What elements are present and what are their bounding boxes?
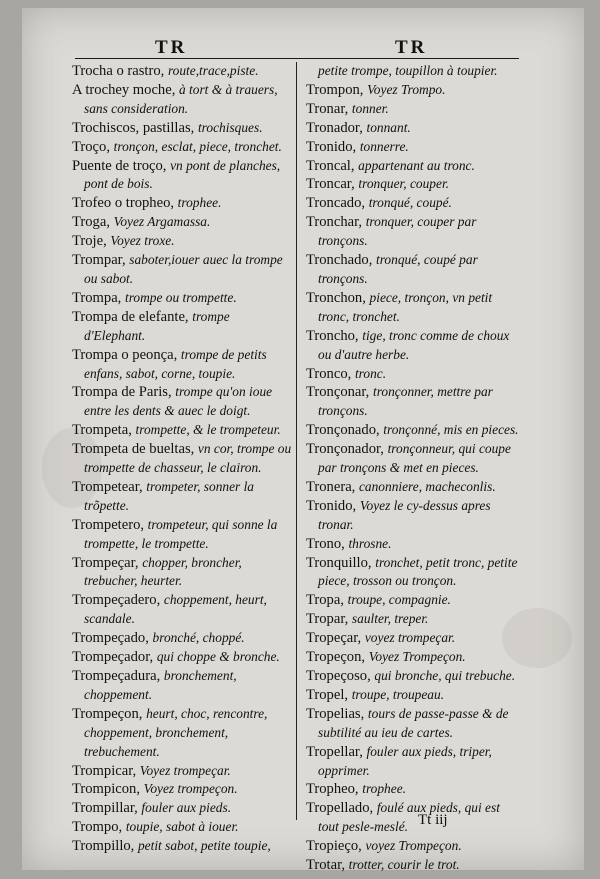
definition: Voyez Trompo. xyxy=(367,81,446,97)
dictionary-entry xyxy=(72,629,294,648)
headword: Trotar, xyxy=(306,857,349,874)
dictionary-entry xyxy=(72,780,294,799)
definition: troupe, troupeau. xyxy=(351,686,445,702)
dictionary-entry xyxy=(306,157,522,176)
definition: bronchement, choppement. xyxy=(84,668,237,702)
dictionary-entry xyxy=(72,837,294,856)
dictionary-entry xyxy=(306,62,522,81)
dictionary-entry xyxy=(306,780,522,799)
dictionary-entry xyxy=(306,365,522,384)
dictionary-entry xyxy=(72,232,294,251)
dictionary-entry xyxy=(72,157,294,195)
headword: Tropellado, xyxy=(306,800,377,817)
definition: vn cor, trompe ou trompette de chasseur, le clairon. xyxy=(84,441,292,476)
definition: appartenant au tronc. xyxy=(358,157,475,173)
dictionary-entry xyxy=(306,686,522,705)
dictionary-entry xyxy=(306,421,522,440)
dictionary-entry xyxy=(306,213,522,251)
definition: trophee. xyxy=(362,781,406,797)
headword: Trompa, xyxy=(72,289,125,306)
definition: tonner. xyxy=(351,100,389,116)
definition: toupie, sabot à iouer. xyxy=(125,819,239,835)
definition: Voyez trompeçon. xyxy=(143,781,238,797)
headword: Tronchar, xyxy=(306,214,366,231)
headword: Troço, xyxy=(72,138,114,155)
headword: Trono, xyxy=(306,535,349,552)
headword: Troncado, xyxy=(306,195,369,212)
headword: Trompetero, xyxy=(72,516,148,533)
headword: Tropeçoso, xyxy=(306,668,375,684)
headword: Tronera, xyxy=(306,478,359,495)
dictionary-entry xyxy=(72,308,294,346)
headword: Tronçonado, xyxy=(306,422,384,439)
headword: Puente de troço, xyxy=(72,157,171,174)
dictionary-entry xyxy=(72,119,294,138)
definition: piece, tronçon, vn petit tronc, tronchet. xyxy=(318,289,493,324)
headword: Trompetear, xyxy=(72,478,147,495)
dictionary-entry xyxy=(306,837,522,856)
headword: Tropellar, xyxy=(306,743,367,760)
dictionary-entry xyxy=(306,327,522,365)
dictionary-entry xyxy=(306,667,522,686)
headword: Trocha o rastro, xyxy=(72,63,168,79)
headword: Tronchado, xyxy=(306,252,376,269)
definition: trompeteur, qui sonne la trompette, le trompette. xyxy=(84,516,278,551)
dictionary-entry xyxy=(306,743,522,781)
definition: tronçonneur, qui coupe par tronçons & met en pieces. xyxy=(318,441,511,476)
dictionary-entry xyxy=(306,119,522,138)
dictionary-entry xyxy=(306,100,522,119)
headword: Trompa o peonça, xyxy=(72,346,181,363)
definition: tronquer, couper par tronçons. xyxy=(318,214,477,249)
definition: foulé aux pieds, qui est tout pesle-meslé. xyxy=(318,800,500,835)
definition: fouler aux pieds, triper, opprimer. xyxy=(318,743,492,778)
definition: trompe ou trompette. xyxy=(124,289,237,305)
dictionary-entry xyxy=(306,610,522,629)
dictionary-entry xyxy=(72,591,294,629)
dictionary-entry xyxy=(72,251,294,289)
definition: petite trompe, toupillon à toupier. xyxy=(318,63,498,78)
definition: voyez trompeçar. xyxy=(364,630,456,646)
dictionary-entry xyxy=(72,346,294,384)
definition: tronquer, couper. xyxy=(358,176,450,192)
dictionary-entry xyxy=(72,289,294,308)
header-rule xyxy=(75,58,519,59)
definition: chopper, broncher, trebucher, heurter. xyxy=(84,554,242,589)
definition: heurt, choc, rencontre, choppement, bronchement, trebuchement. xyxy=(84,705,268,759)
dictionary-entry xyxy=(72,799,294,818)
definition: tronçonné, mis en pieces. xyxy=(383,422,519,438)
dictionary-entry xyxy=(306,591,522,610)
definition: à tort & à trauers, sans consideration. xyxy=(84,81,278,116)
headword: Trompon, xyxy=(306,81,368,98)
definition: voyez Trompeçon. xyxy=(365,838,462,854)
headword: Trochiscos, pastillas, xyxy=(72,119,198,136)
headword: Tropelias, xyxy=(306,705,368,722)
dictionary-entry xyxy=(72,648,294,667)
definition: petit sabot, petite toupie, xyxy=(137,838,271,854)
headword: Trompeçadero, xyxy=(72,592,164,609)
definition: tronqué, coupé par tronçons. xyxy=(318,252,478,286)
definition: trompe qu'on ioue entre les dents & auec le doigt. xyxy=(84,384,273,419)
definition: tronqué, coupé. xyxy=(368,195,452,211)
headword: Trompeta de bueltas, xyxy=(72,441,198,458)
definition: saulter, treper. xyxy=(351,611,429,627)
dictionary-entry xyxy=(72,818,294,837)
headword: Tronçonador, xyxy=(306,441,388,458)
headword: Tronador, xyxy=(306,119,367,136)
headword: Trompillo, xyxy=(72,838,138,855)
definition: Voyez troxe. xyxy=(110,233,175,249)
definition: route,trace,piste. xyxy=(167,63,259,78)
headword: Trompeçar, xyxy=(72,554,143,571)
definition: tronchet, petit tronc, petite piece, trosson ou tronçon. xyxy=(318,554,518,589)
definition: canonniere, macheconlis. xyxy=(358,478,496,494)
definition: Voyez trompeçar. xyxy=(139,762,231,778)
headword: Trompa de elefante, xyxy=(72,308,193,325)
dictionary-entry xyxy=(306,478,522,497)
definition: choppement, heurt, scandale. xyxy=(84,592,267,627)
headword: Trofeo o tropheo, xyxy=(72,195,178,212)
dictionary-entry xyxy=(306,440,522,478)
headword: Tronido, xyxy=(306,138,360,155)
definition: tronc. xyxy=(354,365,387,381)
dictionary-entry xyxy=(306,175,522,194)
dictionary-entry xyxy=(72,138,294,157)
definition: tours de passe-passe & de subtilité au ieu de cartes. xyxy=(318,705,509,740)
dictionary-entry xyxy=(306,81,522,100)
definition: tonnant. xyxy=(366,119,411,135)
running-head-left: TR xyxy=(155,37,188,58)
headword: Tropa, xyxy=(306,592,348,609)
headword: Troncar, xyxy=(306,176,359,193)
headword: Troga, xyxy=(72,214,114,231)
headword: Tropar, xyxy=(306,611,352,628)
right-column xyxy=(306,62,522,875)
dictionary-entry xyxy=(306,535,522,554)
headword: Tronar, xyxy=(306,100,352,117)
dictionary-entry xyxy=(306,856,522,875)
definition: tronçonner, mettre par tronçons. xyxy=(318,384,493,419)
definition: trompe d'Elephant. xyxy=(84,308,230,343)
headword: Trompicon, xyxy=(72,781,144,798)
definition: trochisques. xyxy=(197,119,263,135)
headword: Trompeçador, xyxy=(72,649,157,666)
headword: Tropeçar, xyxy=(306,630,365,647)
column-divider xyxy=(296,62,297,820)
running-head-right: TR xyxy=(395,37,428,58)
dictionary-entry xyxy=(72,421,294,440)
dictionary-entry xyxy=(306,289,522,327)
dictionary-entry xyxy=(72,440,294,478)
headword: Trompeçon, xyxy=(72,705,147,722)
headword: Trompeçadura, xyxy=(72,668,164,684)
headword: Trompa de Paris, xyxy=(72,384,176,401)
dictionary-entry xyxy=(72,383,294,421)
dictionary-entry xyxy=(306,194,522,213)
dictionary-entry xyxy=(72,62,294,81)
headword: Tronquillo, xyxy=(306,554,376,571)
definition: qui bronche, qui trebuche. xyxy=(374,668,516,683)
definition: qui choppe & bronche. xyxy=(156,649,280,665)
headword: Tronido, xyxy=(306,497,360,514)
dictionary-entry xyxy=(306,629,522,648)
dictionary-entry xyxy=(72,478,294,516)
dictionary-entry xyxy=(72,213,294,232)
headword: Tropieço, xyxy=(306,838,366,855)
definition: troupe, compagnie. xyxy=(347,592,451,608)
signature-mark: Tt iij xyxy=(418,812,448,828)
dictionary-entry xyxy=(306,705,522,743)
definition: trompeter, sonner la trõpette. xyxy=(84,478,255,513)
headword: Tropeçon, xyxy=(306,649,369,666)
headword: Tronco, xyxy=(306,365,355,382)
headword: Troncho, xyxy=(306,327,363,344)
definition: trompette, & le trompeteur. xyxy=(135,422,281,438)
dictionary-entry xyxy=(72,81,294,119)
headword: Troje, xyxy=(72,233,111,250)
headword: Tronchon, xyxy=(306,289,370,306)
headword: Tronçonar, xyxy=(306,384,373,401)
headword: Tropel, xyxy=(306,686,352,703)
headword: Trompeta, xyxy=(72,422,136,439)
definition: tige, tronc comme de choux ou d'autre herbe. xyxy=(318,327,510,362)
definition: Voyez le cy-dessus apres tronar. xyxy=(318,497,491,532)
dictionary-entry xyxy=(306,648,522,667)
definition: vn pont de planches, pont de bois. xyxy=(84,157,281,192)
definition: fouler aux pieds. xyxy=(141,800,232,816)
dictionary-entry xyxy=(72,554,294,592)
definition: trophee. xyxy=(177,195,222,211)
dictionary-entry xyxy=(306,497,522,535)
dictionary-entry xyxy=(72,516,294,554)
headword: Trompeçado, xyxy=(72,630,153,647)
definition: bronché, choppé. xyxy=(152,630,245,646)
definition: Voyez Trompeçon. xyxy=(368,649,466,665)
headword: Troncal, xyxy=(306,157,359,174)
headword: Trompicar, xyxy=(72,762,140,779)
headword: Tropheo, xyxy=(306,781,363,798)
dictionary-entry xyxy=(72,705,294,762)
definition: trotter, courir le trot. xyxy=(348,857,460,873)
definition: saboter,iouer auec la trompe ou sabot. xyxy=(84,252,283,286)
dictionary-entry xyxy=(306,383,522,421)
definition: tonnerre. xyxy=(359,138,409,154)
definition: throsne. xyxy=(348,535,392,551)
left-column xyxy=(72,62,294,856)
headword: Trompar, xyxy=(72,252,130,269)
dictionary-entry xyxy=(72,667,294,705)
definition: Voyez Argamassa. xyxy=(113,214,211,230)
dictionary-entry xyxy=(306,554,522,592)
headword: Trompillar, xyxy=(72,800,142,817)
dictionary-entry xyxy=(72,194,294,213)
dictionary-entry xyxy=(306,251,522,289)
headword: Trompo, xyxy=(72,819,126,836)
dictionary-entry xyxy=(306,138,522,157)
definition: trompe de petits enfans, sabot, corne, toupie. xyxy=(84,346,267,381)
headword: A trochey moche, xyxy=(72,81,179,98)
definition: tronçon, esclat, piece, tronchet. xyxy=(113,138,282,154)
dictionary-entry xyxy=(306,799,522,837)
dictionary-entry xyxy=(72,762,294,781)
